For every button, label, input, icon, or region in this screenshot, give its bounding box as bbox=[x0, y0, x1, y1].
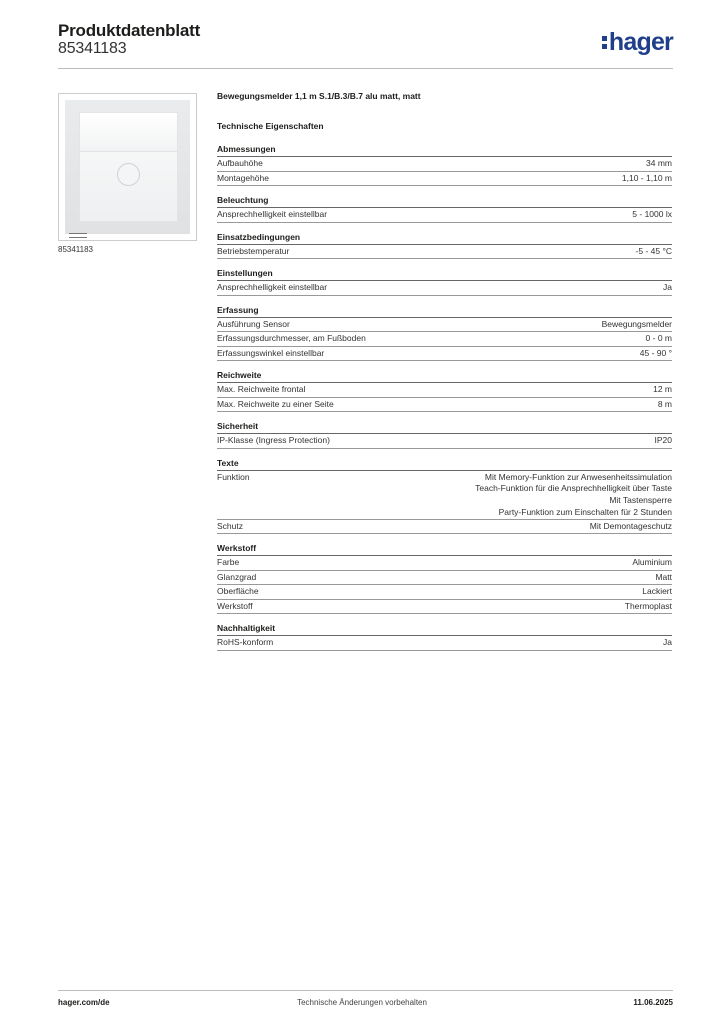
hager-logo bbox=[602, 27, 673, 57]
spec-label: IP-Klasse (Ingress Protection) bbox=[217, 435, 330, 445]
spec-row bbox=[217, 434, 672, 449]
spec-label: RoHS-konform bbox=[217, 637, 274, 648]
spec-row bbox=[217, 383, 672, 398]
section-title: Nachhaltigkeit bbox=[217, 623, 672, 636]
spec-section bbox=[217, 268, 672, 296]
spec-value: Mit Demontageschutz bbox=[589, 520, 672, 531]
spec-value: Bewegungsmelder bbox=[601, 318, 672, 329]
section-title: Einstellungen bbox=[217, 268, 672, 281]
spec-label: Farbe bbox=[217, 557, 240, 568]
spec-label: Schutz bbox=[217, 520, 243, 531]
spec-section bbox=[217, 232, 672, 260]
image-caption: 85341183 bbox=[58, 245, 93, 254]
footer-divider bbox=[58, 990, 673, 991]
spec-section bbox=[217, 195, 672, 223]
spec-row bbox=[217, 347, 672, 362]
section-title: Erfassung bbox=[217, 305, 672, 318]
spec-sections bbox=[217, 144, 672, 651]
spec-section bbox=[217, 144, 672, 186]
spec-value: -5 - 45 °C bbox=[635, 245, 672, 256]
spec-value: Ja bbox=[663, 282, 672, 292]
logo-dots-icon bbox=[602, 32, 607, 50]
spec-value: 45 - 90 ° bbox=[639, 347, 672, 358]
spec-value: Lackiert bbox=[642, 586, 672, 597]
spec-label: Ansprechhelligkeit einstellbar bbox=[217, 282, 328, 292]
spec-label: Max. Reichweite frontal bbox=[217, 384, 306, 394]
section-title: Einsatzbedingungen bbox=[217, 232, 672, 245]
spec-row bbox=[217, 556, 672, 571]
spec-label: Ansprechhelligkeit einstellbar bbox=[217, 209, 328, 219]
product-image bbox=[58, 93, 197, 241]
spec-row bbox=[217, 332, 672, 347]
section-title: Abmessungen bbox=[217, 144, 672, 157]
spec-label: Werkstoff bbox=[217, 600, 253, 611]
spec-value: Ja bbox=[663, 637, 672, 648]
spec-label: Max. Reichweite zu einer Seite bbox=[217, 398, 334, 409]
spec-label: Oberfläche bbox=[217, 586, 259, 597]
spec-value: 8 m bbox=[657, 398, 672, 409]
sensor-plate bbox=[79, 112, 178, 222]
spec-row bbox=[217, 172, 672, 187]
spec-label: Erfassungsdurchmesser, am Fußboden bbox=[217, 333, 366, 343]
sensor-plate-top bbox=[80, 113, 177, 152]
page-title: Produktdatenblatt bbox=[58, 21, 201, 40]
spec-row bbox=[217, 281, 672, 296]
spec-section bbox=[217, 543, 672, 614]
spec-section bbox=[217, 370, 672, 412]
spec-value: Mit Memory-Funktion zur Anwesenheitssimulation Teach-Funktion für die Ansprechhelligkeit über Taste Mit Tastensperre Party-Funktion zum Einschalten für 2 Stunden bbox=[475, 471, 672, 517]
spec-row bbox=[217, 520, 672, 535]
spec-row bbox=[217, 157, 672, 172]
header-divider bbox=[58, 68, 673, 69]
spec-label: Erfassungswinkel einstellbar bbox=[217, 347, 325, 358]
spec-row bbox=[217, 636, 672, 651]
spec-row bbox=[217, 208, 672, 223]
footer-website: hager.com/de bbox=[58, 998, 110, 1007]
product-photo-background bbox=[65, 100, 190, 234]
section-title: Sicherheit bbox=[217, 421, 672, 434]
spec-label: Ausführung Sensor bbox=[217, 318, 290, 329]
spec-section bbox=[217, 458, 672, 535]
spec-content bbox=[217, 91, 672, 660]
spec-value: 5 - 1000 lx bbox=[632, 209, 672, 219]
section-title: Texte bbox=[217, 458, 672, 471]
spec-value: Matt bbox=[655, 571, 672, 582]
scale-bar-icon bbox=[69, 233, 87, 238]
spec-value: Thermoplast bbox=[624, 600, 672, 611]
footer-disclaimer: Technische Änderungen vorbehalten bbox=[297, 998, 427, 1007]
spec-label: Montagehöhe bbox=[217, 172, 269, 183]
spec-section bbox=[217, 421, 672, 449]
spec-row bbox=[217, 585, 672, 600]
spec-value: 12 m bbox=[653, 384, 672, 394]
section-title: Werkstoff bbox=[217, 543, 672, 556]
spec-label: Glanzgrad bbox=[217, 571, 257, 582]
spec-value: Aluminium bbox=[632, 557, 672, 568]
spec-row bbox=[217, 398, 672, 413]
spec-section bbox=[217, 305, 672, 362]
footer-date: 11.06.2025 bbox=[633, 998, 673, 1007]
spec-value: 34 mm bbox=[646, 158, 672, 168]
spec-value: IP20 bbox=[654, 435, 672, 445]
spec-row bbox=[217, 318, 672, 333]
spec-label: Betriebstemperatur bbox=[217, 245, 290, 256]
sensor-lens bbox=[117, 163, 140, 186]
product-name: Bewegungsmelder 1,1 m S.1/B.3/B.7 alu matt, matt bbox=[217, 91, 421, 101]
spec-row bbox=[217, 471, 672, 520]
article-number: 85341183 bbox=[58, 40, 127, 57]
spec-label: Aufbauhöhe bbox=[217, 158, 263, 168]
spec-row bbox=[217, 600, 672, 615]
section-title: Beleuchtung bbox=[217, 195, 672, 208]
tech-heading: Technische Eigenschaften bbox=[217, 121, 324, 131]
spec-value: 0 - 0 m bbox=[645, 333, 672, 343]
spec-row bbox=[217, 245, 672, 260]
logo-text: hager bbox=[608, 28, 673, 56]
spec-value: 1,10 - 1,10 m bbox=[621, 172, 672, 183]
section-title: Reichweite bbox=[217, 370, 672, 383]
spec-row bbox=[217, 571, 672, 586]
spec-label: Funktion bbox=[217, 471, 250, 482]
spec-section bbox=[217, 623, 672, 651]
